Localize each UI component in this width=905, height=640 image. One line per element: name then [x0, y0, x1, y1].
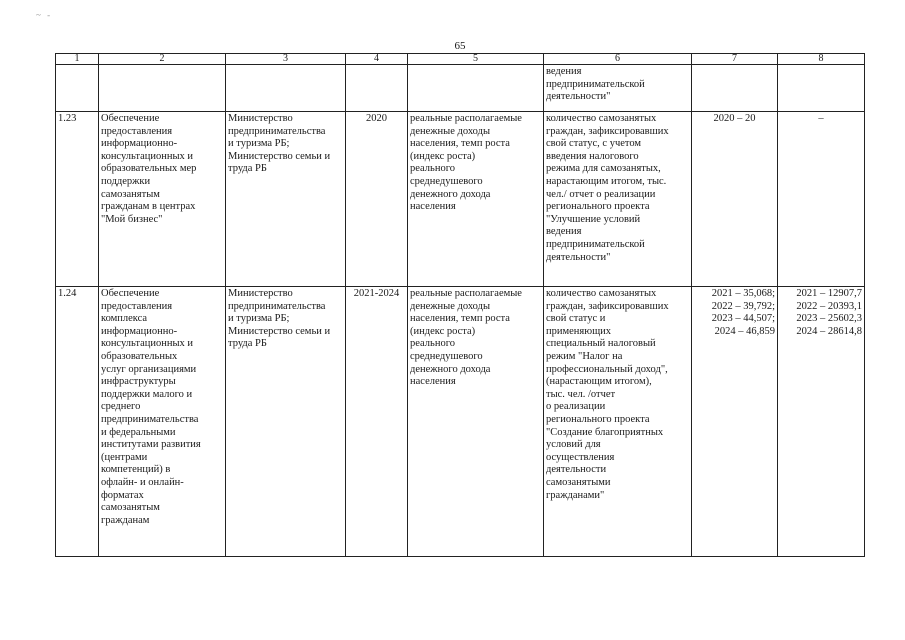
header-cell-6: 6	[544, 54, 692, 65]
cell-funding	[778, 65, 865, 112]
cell-target-values	[692, 65, 778, 112]
cell-num	[56, 65, 99, 112]
cell-measure: Обеспечение предоставления комплекса информационно- консультационных и образовательных услуг организациями инфраструктуры поддержки малого и среднего предпринимательства и федеральными институтами развития (центрами компетенций) в офлайн- и онлайн- форматах самозанятым гражданам	[99, 287, 226, 557]
cell-executor	[226, 65, 346, 112]
cell-num: 1.24	[56, 287, 99, 557]
header-cell-8: 8	[778, 54, 865, 65]
cell-funding: 2021 – 12907,7 2022 – 20393,1 2023 – 25602,3 2024 – 28614,8	[778, 287, 865, 557]
cell-result: количество самозанятых граждан, зафиксировавших свой статус, с учетом введения налогового режима для самозанятых, нарастающим итогом, тыс. чел./ отчет о реализации регионального проекта "Улучшение условий ведения предпринимательской деятельности"	[544, 112, 692, 287]
header-cell-7: 7	[692, 54, 778, 65]
header-cell-1: 1	[56, 54, 99, 65]
header-row	[56, 54, 865, 65]
cell-result: количество самозанятых граждан, зафиксировавших свой статус и применяющих специальный налоговый режим "Налог на профессиональный доход", (нарастающим итогом), тыс. чел. /отчет о реализации регионального проекта "Создание благоприятных условий для осуществления деятельности самозанятыми гражданами"	[544, 287, 692, 557]
page-number: 65	[454, 40, 466, 52]
header-cell-5: 5	[408, 54, 544, 65]
cell-indicator: реальные располагаемые денежные доходы населения, темп роста (индекс роста) реального среднедушевого денежного дохода населения	[408, 112, 544, 287]
table-row-continuation	[56, 65, 865, 112]
cell-indicator	[408, 65, 544, 112]
cell-num: 1.23	[56, 112, 99, 287]
cell-executor: Министерство предпринимательства и туризма РБ; Министерство семьи и труда РБ	[226, 112, 346, 287]
cell-period	[346, 65, 408, 112]
cell-measure: Обеспечение предоставления информационно- консультационных и образовательных мер поддержки самозанятым гражданам в центрах "Мой бизнес"	[99, 112, 226, 287]
cell-indicator: реальные располагаемые денежные доходы населения, темп роста (индекс роста) реального среднедушевого денежного дохода населения	[408, 287, 544, 557]
cell-target-values: 2021 – 35,068; 2022 – 39,792; 2023 – 44,507; 2024 – 46,859	[692, 287, 778, 557]
table-row-1-23	[56, 112, 865, 287]
cell-funding: –	[778, 112, 865, 287]
cell-period: 2020	[346, 112, 408, 287]
header-cell-2: 2	[99, 54, 226, 65]
cell-measure	[99, 65, 226, 112]
cell-target-values: 2020 – 20	[692, 112, 778, 287]
header-cell-4: 4	[346, 54, 408, 65]
measures-table	[55, 53, 865, 557]
header-cell-3: 3	[226, 54, 346, 65]
scan-corner-mark: ~ -	[36, 10, 53, 20]
cell-executor: Министерство предпринимательства и туризма РБ; Министерство семьи и труда РБ	[226, 287, 346, 557]
cell-period: 2021-2024	[346, 287, 408, 557]
cell-result: ведения предпринимательской деятельности"	[544, 65, 692, 112]
table-row-1-24	[56, 287, 865, 557]
